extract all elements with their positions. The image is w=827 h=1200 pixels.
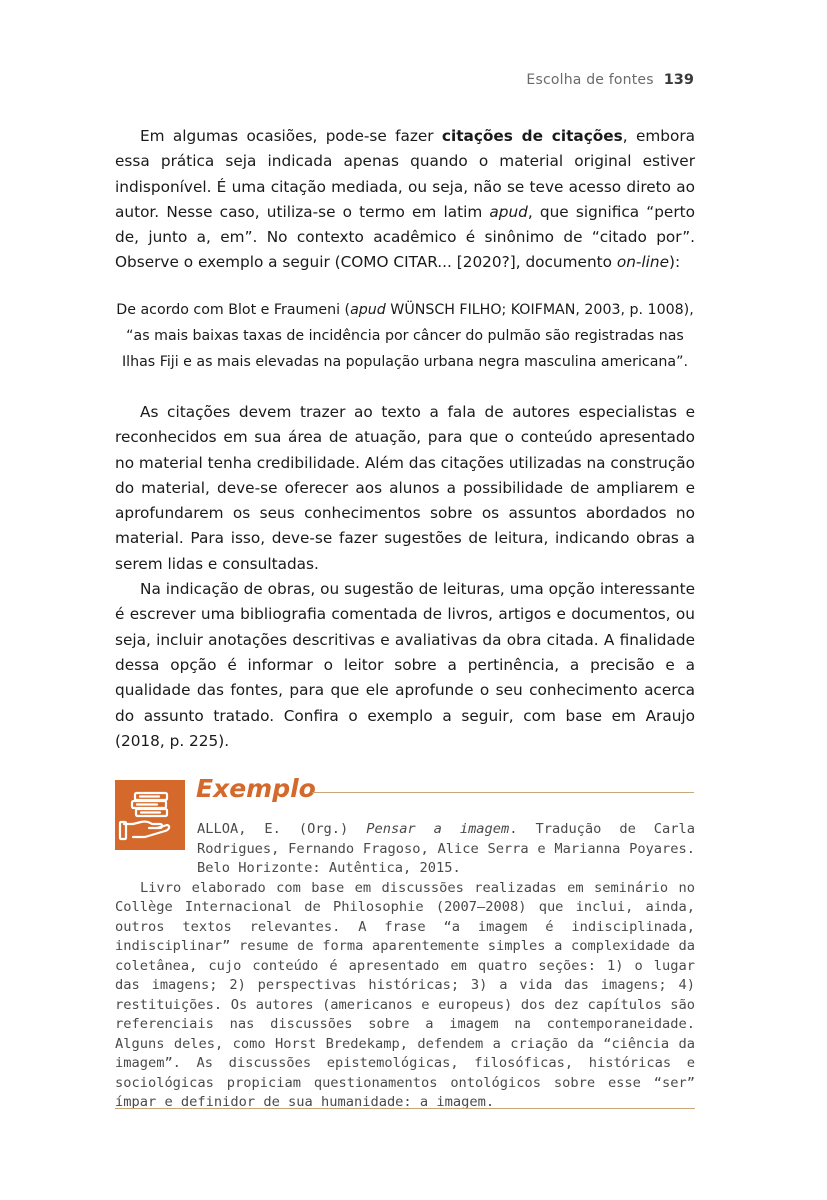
text-run: , embora essa prática seja indicada apenas quando o material original estiver indisponível. É uma citação mediada, ou seja, não se teve acesso direto ao autor. Nesse caso, utiliza-se o termo em latim — [115, 127, 695, 221]
page-number: 139 — [663, 72, 694, 88]
example-reference — [197, 820, 695, 879]
text-run: . Tradução de Carla Rodrigues, Fernando Fragoso, Alice Serra e Marianna Poyares. Belo Horizonte: Autêntica, 2015. — [197, 821, 695, 876]
bold-term: citações de citações — [441, 127, 623, 145]
text-run: Livro elaborado com base em discussões realizadas em seminário no Collège Internacional de Philosophie (2007–2008) que inclui, ainda, outros textos relevantes. A frase “a imagem é indisciplinada, indisciplinar” resume de forma aparentemente simples a complexidade da coletânea, cujo conteúdo é apresentado em quatro seções: 1) o lugar das imagens; 2) perspectivas históricas; 3) a vida das imagens; 4) restituições. Os autores (americanos e europeus) dos dez capítulos são referenciais nas discussões sobre a imagem na contemporaneidade. Alguns deles, como Horst Bredekamp, defendem a criação da “ciência da imagem”. As discussões epistemológicas, filosóficas, históricas e sociológicas propiciam questionamentos ontológicos sobre esse “ser” ímpar e definidor de sua humanidade: a imagem. — [115, 879, 695, 1110]
text-run: De acordo com Blot e Fraumeni ( — [116, 302, 351, 318]
example-box — [115, 820, 695, 1113]
example-commentary — [115, 879, 695, 1113]
text-run: ALLOA, E. (Org.) — [197, 821, 367, 837]
italic-term: apud — [489, 202, 528, 221]
text-run: ): — [669, 253, 681, 272]
quote-line — [115, 297, 695, 323]
italic-term: on-line — [616, 253, 670, 272]
block-quote — [115, 297, 695, 375]
example-title: Exemplo — [196, 774, 316, 803]
text-run: Em algumas ocasiões, pode-se fazer — [140, 127, 442, 145]
text-run: WÜNSCH FILHO; KOIFMAN, 2003, p. 1008), — [385, 302, 694, 318]
example-bottom-rule — [115, 1108, 695, 1109]
section-title: Escolha de fontes — [526, 72, 654, 88]
book-title: Pensar a imagem — [366, 821, 510, 837]
paragraph-indicacao-de-obras: Na indicação de obras, ou sugestão de leituras, uma opção interessante é escrever uma bibliografia comentada de livros, artigos e documentos, ou seja, incluir anotações descritivas e avaliativas da obra citada. A finalidade dessa opção é informar o leitor sobre a pertinência, a precisão e a qualidade das fontes, para que ele aprofunde o seu conhecimento acerca do assunto tratado. Confira o exemplo a seguir, com base em Araujo (2018, p. 225). — [115, 580, 695, 750]
example-header-rule — [312, 792, 694, 793]
quote-line: Ilhas Fiji e as mais elevadas na população urbana negra masculina americana”. — [122, 354, 688, 370]
text-run: , que significa “perto de, junto a, em”. No contexto acadêmico é sinônimo de “citado por”. Observe o exemplo a seguir (COMO CITAR... [2020?], documento — [115, 202, 695, 272]
body-paragraphs — [115, 400, 695, 754]
quote-line: “as mais baixas taxas de incidência por câncer do pulmão são registradas nas — [126, 328, 684, 344]
paragraph-citacoes-especialistas: As citações devem trazer ao texto a fala de autores especialistas e reconhecidos em sua área de atuação, para que o conteúdo apresentado no material tenha credibilidade. Além das citações utilizadas na construção do material, deve-se oferecer aos alunos a possibilidade de ampliarem e aprofundarem os seus conhecimentos sobre os assuntos abordados no material. Para isso, deve-se fazer sugestões de leitura, indicando obras a serem lidas e consultadas. — [115, 403, 695, 573]
running-head — [526, 72, 694, 88]
italic-term: apud — [350, 302, 386, 318]
paragraph-citacoes-de-citacoes — [115, 124, 695, 276]
